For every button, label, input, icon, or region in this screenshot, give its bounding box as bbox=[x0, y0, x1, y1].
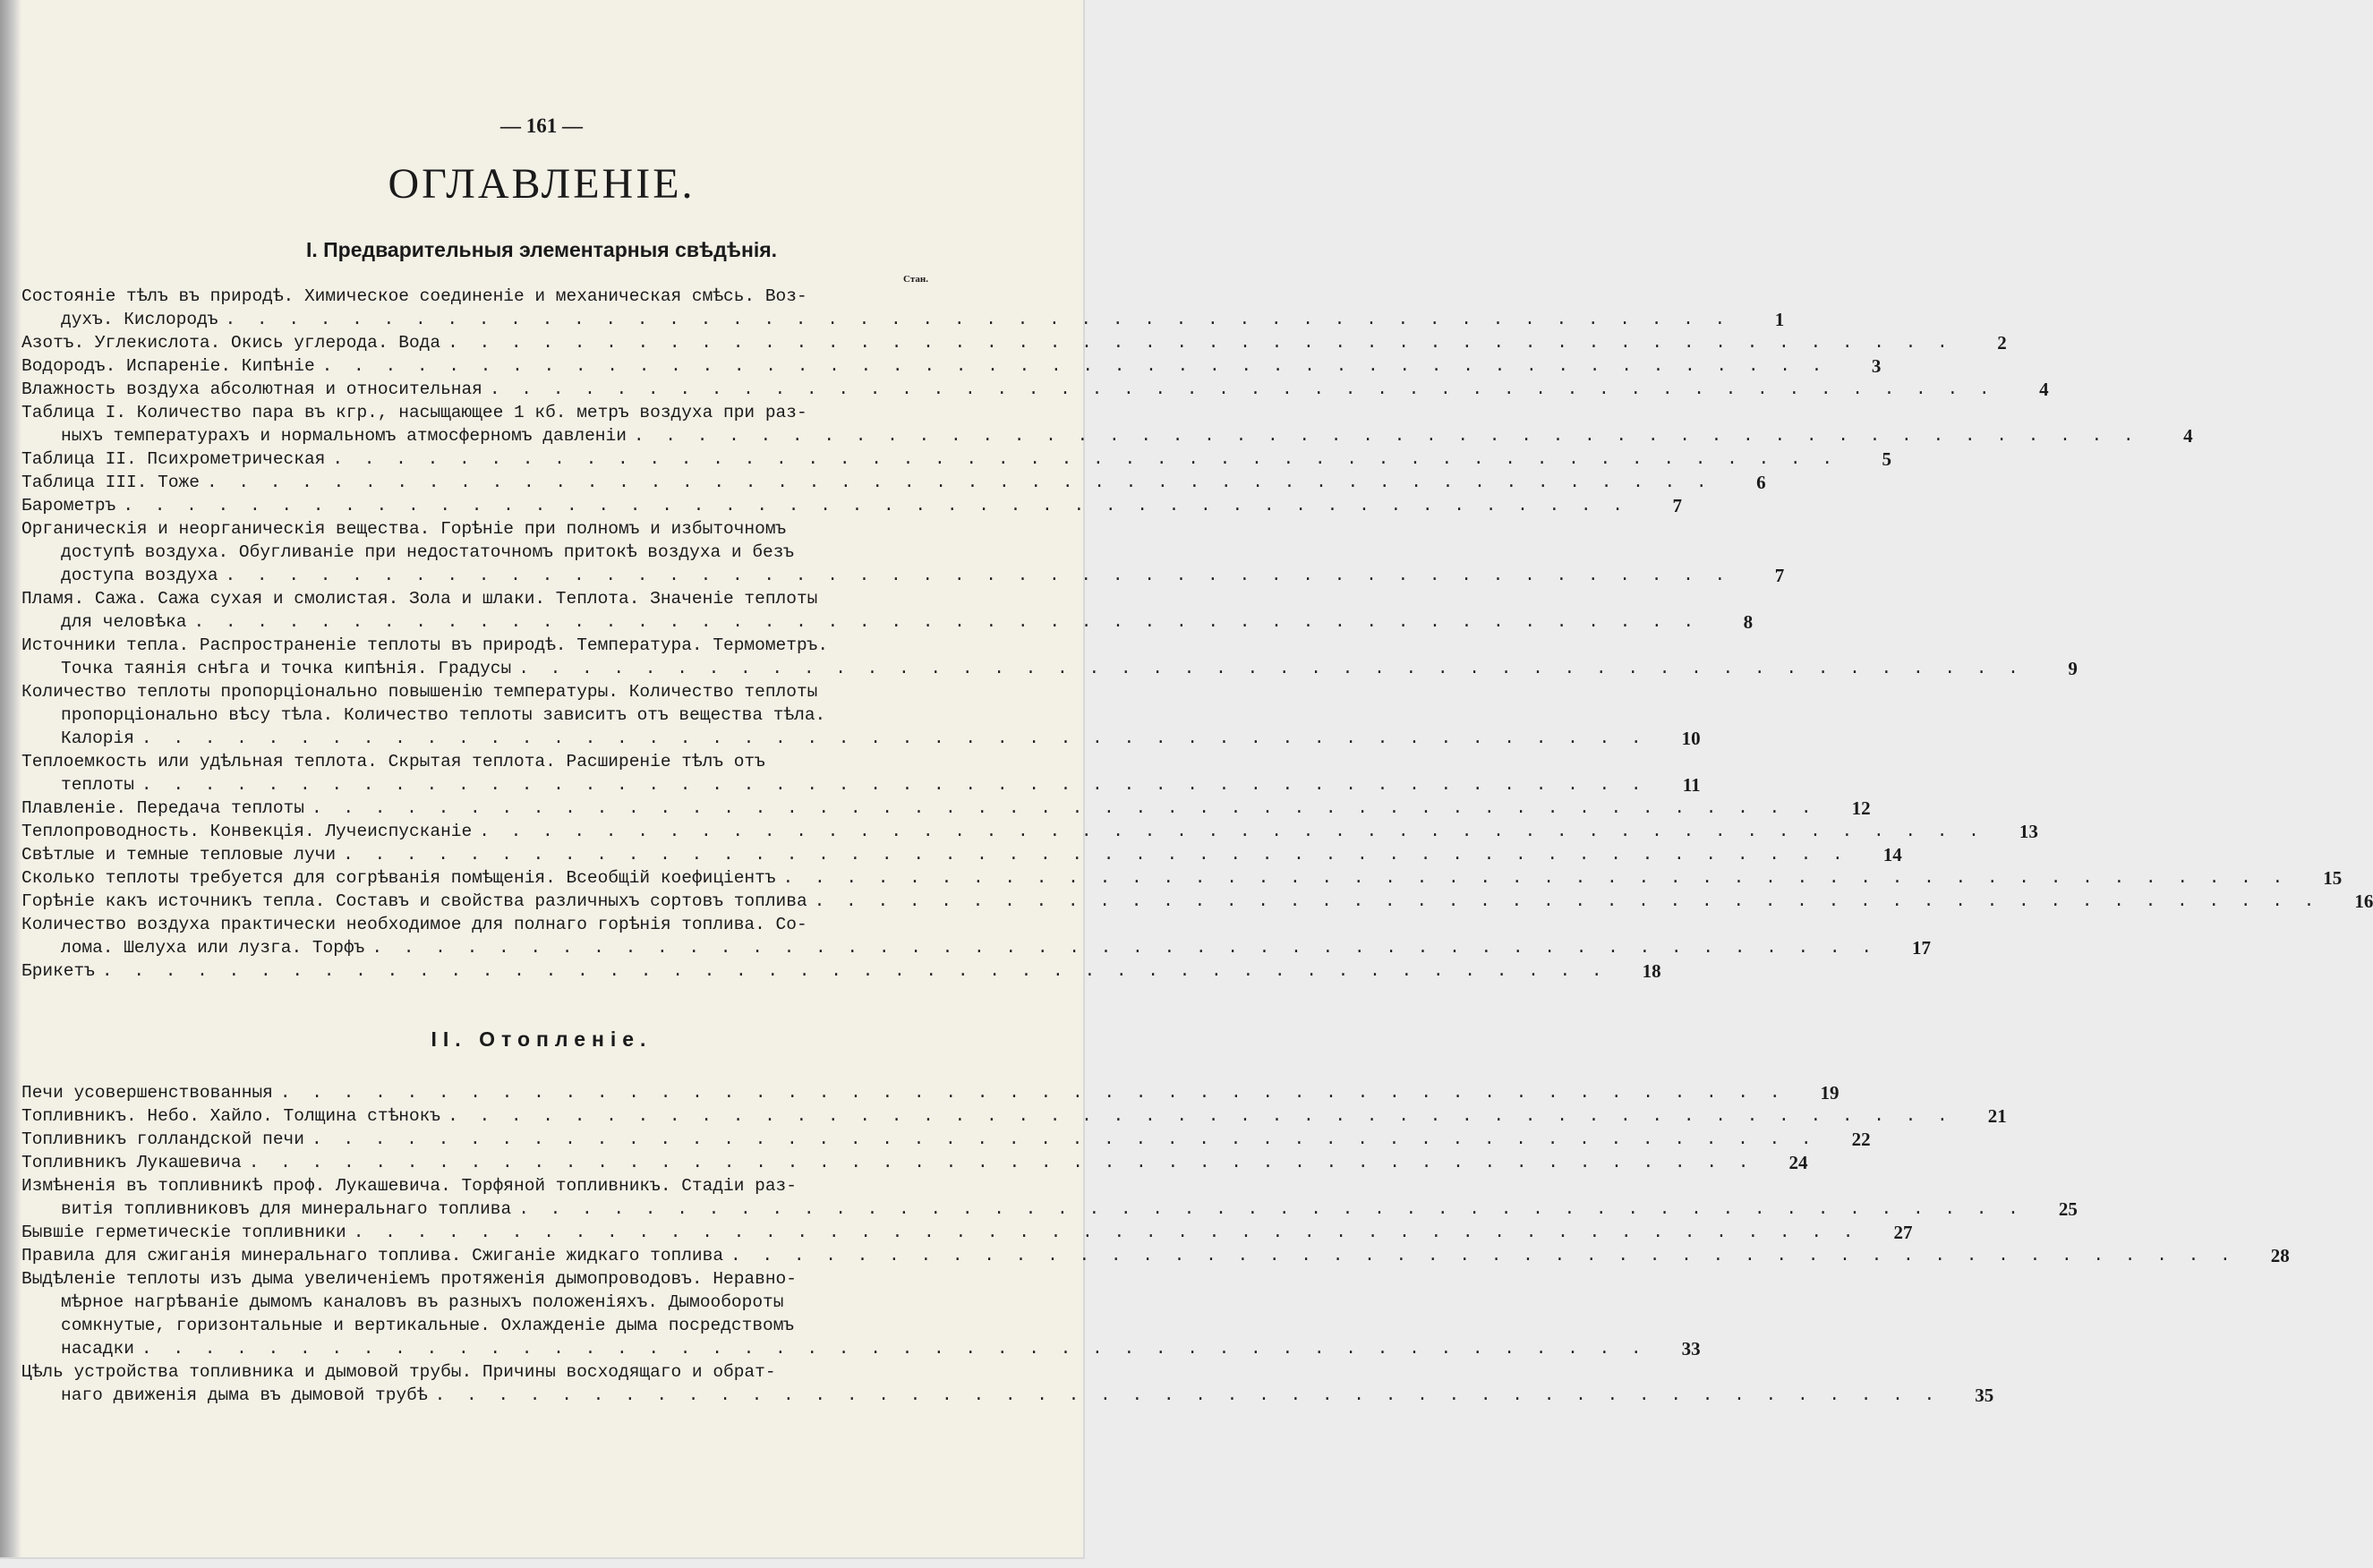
toc-entry bbox=[21, 866, 2343, 890]
toc-page-number: 12 bbox=[1851, 797, 1871, 819]
page-title: ОГЛАВЛЕНІЕ. bbox=[388, 160, 696, 208]
dot-leader: . . . . . . . . . . . . . . . . . . . . . . . . . . . . . . . . . . . . . . . . . . . . . . . . bbox=[101, 961, 1608, 981]
dot-leader: . . . . . . . . . . . . . . . . . . . . . . . . . . . . . . . . . . . . . . . . . . . . . . . . bbox=[814, 891, 2320, 911]
toc-entry bbox=[21, 1151, 1808, 1174]
toc-entry bbox=[21, 890, 2373, 913]
toc-entry bbox=[21, 1128, 1871, 1151]
toc-entry-line: витія топливниковъ для минеральнаго топлива bbox=[61, 1199, 512, 1219]
toc-entry bbox=[21, 820, 2038, 843]
toc-entry bbox=[21, 517, 1785, 587]
page-number: — 161 — bbox=[500, 115, 583, 137]
toc-entry-line: Таблица III. Тоже bbox=[21, 473, 200, 492]
toc-entry-line: Печи усовершенствованныя bbox=[21, 1083, 273, 1103]
toc-entry bbox=[21, 587, 1754, 634]
toc-entry bbox=[21, 494, 1683, 517]
toc-page-number: 14 bbox=[1882, 844, 1902, 865]
toc-entry-line: доступѣ воздуха. Обугливаніе при недостаточномъ притокѣ воздуха и безъ bbox=[61, 542, 795, 562]
section-heading-1: I. Предварительныя элементарныя свѣдѣнія. bbox=[305, 238, 778, 261]
toc-section-1 bbox=[21, 285, 2373, 983]
toc-entry bbox=[21, 1267, 1701, 1360]
toc-entry-line: Цѣль устройства топливника и дымовой трубы. Причины восходящаго и обрат- bbox=[21, 1362, 776, 1382]
dot-leader: . . . . . . . . . . . . . . . . . . . . . . . . . . . . . . . . . . . . . . . . . . . . . . . . bbox=[141, 775, 1647, 795]
dot-leader: . . . . . . . . . . . . . . . . . . . . . . . . . . . . . . . . . . . . . . . . . . . . . . . . bbox=[730, 1246, 2236, 1265]
toc-entry bbox=[21, 843, 1902, 866]
dot-leader: . . . . . . . . . . . . . . . . . . . . . . . . . . . . . . . . . . . . . . . . . . . . . . . . bbox=[434, 1385, 1941, 1405]
toc-page-number: 7 bbox=[1774, 565, 1785, 586]
dot-leader: . . . . . . . . . . . . . . . . . . . . . . . . . . . . . . . . . . . . . . . . . . . . . . . . bbox=[448, 1106, 1953, 1126]
toc-entry-line: Бывшіе герметическіе топливники bbox=[21, 1223, 346, 1242]
toc-entry-line: Теплопроводность. Конвекція. Лучеиспусканіе bbox=[21, 822, 473, 841]
dot-leader: . . . . . . . . . . . . . . . . . . . . . . . . . . . . . . . . . . . . . . . . . . . . . . . . bbox=[518, 659, 2024, 678]
toc-entry-line: Количество воздуха практически необходимое для полнаго горѣнія топлива. Со- bbox=[21, 915, 807, 934]
toc-entry bbox=[21, 331, 2007, 354]
toc-entry bbox=[21, 354, 1882, 378]
toc-entry-line: сомкнутые, горизонтальные и вертикальные. Охлажденіе дыма посредствомъ bbox=[61, 1316, 795, 1335]
toc-entry bbox=[21, 1081, 1840, 1104]
toc-entry bbox=[21, 401, 2193, 447]
toc-entry-line: Калорія bbox=[61, 729, 134, 748]
toc-entry bbox=[21, 680, 1701, 750]
toc-page-number: 11 bbox=[1682, 774, 1701, 796]
toc-page-number: 5 bbox=[1882, 448, 1892, 470]
toc-page-number: 13 bbox=[2019, 821, 2038, 842]
toc-page-number: 24 bbox=[1788, 1152, 1808, 1173]
toc-entry-line: Горѣніе какъ источникъ тепла. Составъ и свойства различныхъ сортовъ топлива bbox=[21, 891, 807, 911]
toc-entry-line: Плавленіе. Передача теплоты bbox=[21, 798, 304, 818]
toc-page-number: 6 bbox=[1756, 472, 1766, 493]
toc-entry-line: Топливникъ голландской печи bbox=[21, 1129, 304, 1149]
toc-entry-line: для человѣка bbox=[61, 612, 187, 632]
toc-entry-line: насадки bbox=[61, 1339, 134, 1359]
toc-entry-line: мѣрное нагрѣваніе дымомъ каналовъ въ разныхъ положеніяхъ. Дымообороты bbox=[61, 1292, 784, 1312]
toc-entry bbox=[21, 1174, 2078, 1221]
dot-leader: . . . . . . . . . . . . . . . . . . . . . . . . . . . . . . . . . . . . . . . . . . . . . . . . bbox=[193, 612, 1700, 632]
toc-page-number: 25 bbox=[2058, 1198, 2078, 1220]
toc-page-number: 33 bbox=[1681, 1338, 1701, 1359]
toc-entry-line: ныхъ температурахъ и нормальномъ атмосферномъ давленіи bbox=[61, 426, 627, 446]
toc-entry-line: Брикетъ bbox=[21, 961, 95, 981]
toc-entry-line: Количество теплоты пропорціонально повышенію температуры. Количество теплоты bbox=[21, 682, 818, 702]
toc-entry bbox=[21, 1104, 2007, 1128]
toc-page-number: 10 bbox=[1681, 728, 1701, 749]
dot-leader: . . . . . . . . . . . . . . . . . . . . . . . . . . . . . . . . . . . . . . . . . . . . . . . . bbox=[206, 473, 1712, 492]
dot-leader: . . . . . . . . . . . . . . . . . . . . . . . . . . . . . . . . . . . . . . . . . . . . . . . . bbox=[141, 1339, 1647, 1359]
dot-leader: . . . . . . . . . . . . . . . . . . . . . . . . . . . . . . . . . . . . . . . . . . . . . . . . bbox=[248, 1153, 1754, 1172]
toc-entry bbox=[21, 447, 1892, 471]
toc-page-number: 19 bbox=[1820, 1082, 1840, 1104]
dot-leader: . . . . . . . . . . . . . . . . . . . . . . . . . . . . . . . . . . . . . . . . . . . . . . . . bbox=[448, 333, 1953, 353]
toc-entry bbox=[21, 471, 1766, 494]
dot-leader: . . . . . . . . . . . . . . . . . . . . . . . . . . . . . . . . . . . . . . . . . . . . . . . . bbox=[311, 798, 1817, 818]
toc-entry bbox=[21, 1221, 1913, 1244]
toc-entry bbox=[21, 959, 1661, 983]
toc-section-2 bbox=[21, 1081, 2290, 1407]
dot-leader: . . . . . . . . . . . . . . . . . . . . . . . . . . . . . . . . . . . . . . . . . . . . . . . . bbox=[332, 449, 1839, 469]
toc-page-number: 9 bbox=[2068, 658, 2078, 679]
toc-page-number: 16 bbox=[2354, 891, 2373, 912]
toc-entry-line: пропорціонально вѣсу тѣла. Количество теплоты зависитъ отъ вещества тѣла. bbox=[61, 705, 826, 725]
toc-entry-line: Измѣненія въ топливникѣ проф. Лукашевича. Торфяной топливникъ. Стадіи раз- bbox=[21, 1176, 797, 1196]
toc-page-number: 1 bbox=[1774, 309, 1785, 330]
dot-leader: . . . . . . . . . . . . . . . . . . . . . . . . . . . . . . . . . . . . . . . . . . . . . . . . bbox=[225, 566, 1731, 585]
dot-leader: . . . . . . . . . . . . . . . . . . . . . . . . . . . . . . . . . . . . . . . . . . . . . . . . bbox=[279, 1083, 1786, 1103]
toc-entry-line: наго движенія дыма въ дымовой трубѣ bbox=[61, 1385, 428, 1405]
toc-entry-line: Органическія и неорганическія вещества. Горѣніе при полномъ и избыточномъ bbox=[21, 519, 787, 539]
toc-entry-line: Сколько теплоты требуется для согрѣванія помѣщенія. Всеобщій коефиціентъ bbox=[21, 868, 776, 888]
toc-entry-line: Таблица II. Психрометрическая bbox=[21, 449, 326, 469]
dot-leader: . . . . . . . . . . . . . . . . . . . . . . . . . . . . . . . . . . . . . . . . . . . . . . . . bbox=[371, 938, 1878, 958]
toc-page-number: 22 bbox=[1851, 1129, 1871, 1150]
toc-entry-line: Выдѣленіе теплоты изъ дыма увеличеніемъ протяженія дымопроводовъ. Неравно- bbox=[21, 1269, 797, 1289]
toc-entry-line: лома. Шелуха или лузга. Торфъ bbox=[61, 938, 365, 958]
toc-entry bbox=[21, 1360, 1994, 1407]
dot-leader: . . . . . . . . . . . . . . . . . . . . . . . . . . . . . . . . . . . . . . . . . . . . . . . . bbox=[489, 379, 1995, 399]
toc-entry bbox=[21, 797, 1871, 820]
toc-entry bbox=[21, 285, 1785, 331]
toc-entry-line: Свѣтлые и темные тепловые лучи bbox=[21, 845, 337, 865]
toc-entry-line: Водородъ. Испареніе. Кипѣніе bbox=[21, 356, 315, 376]
dot-leader: . . . . . . . . . . . . . . . . . . . . . . . . . . . . . . . . . . . . . . . . . . . . . . . . bbox=[343, 845, 1848, 865]
toc-entry bbox=[21, 913, 1932, 959]
toc-entry-line: Теплоемкость или удѣльная теплота. Скрытая теплота. Расширеніе тѣлъ отъ bbox=[21, 752, 765, 771]
section-heading-2: II. Отопленіе. bbox=[431, 1027, 653, 1051]
dot-leader: . . . . . . . . . . . . . . . . . . . . . . . . . . . . . . . . . . . . . . . . . . . . . . . . bbox=[518, 1199, 2024, 1219]
toc-entry bbox=[21, 378, 2049, 401]
dot-leader: . . . . . . . . . . . . . . . . . . . . . . . . . . . . . . . . . . . . . . . . . . . . . . . . bbox=[225, 310, 1731, 329]
dot-leader: . . . . . . . . . . . . . . . . . . . . . . . . . . . . . . . . . . . . . . . . . . . . . . . . bbox=[311, 1129, 1817, 1149]
toc-page-number: 15 bbox=[2323, 867, 2343, 889]
toc-page-number: 2 bbox=[1997, 332, 2007, 354]
toc-page-number: 7 bbox=[1672, 495, 1683, 516]
toc-page-number: 18 bbox=[1642, 960, 1661, 982]
toc-entry-line: доступа воздуха bbox=[61, 566, 218, 585]
dot-leader: . . . . . . . . . . . . . . . . . . . . . . . . . . . . . . . . . . . . . . . . . . . . . . . . bbox=[633, 426, 2139, 446]
dot-leader: . . . . . . . . . . . . . . . . . . . . . . . . . . . . . . . . . . . . . . . . . . . . . . . . bbox=[123, 496, 1629, 516]
toc-page-number: 8 bbox=[1743, 611, 1754, 633]
toc-entry-line: Состояніе тѣлъ въ природѣ. Химическое соединеніе и механическая смѣсь. Воз- bbox=[21, 286, 807, 306]
toc-entry-line: Таблица I. Количество пара въ кгр., насыщающее 1 кб. метръ воздуха при раз- bbox=[21, 403, 807, 422]
toc-entry-line: Топливникъ Лукашевича bbox=[21, 1153, 242, 1172]
toc-entry-line: Топливникъ. Небо. Хайло. Толщина стѣнокъ bbox=[21, 1106, 441, 1126]
toc-entry-line: Барометръ bbox=[21, 496, 116, 516]
dot-leader: . . . . . . . . . . . . . . . . . . . . . . . . . . . . . . . . . . . . . . . . . . . . . . . . bbox=[353, 1223, 1859, 1242]
toc-entry-line: Правила для сжиганія минеральнаго топлива. Сжиганіе жидкаго топлива bbox=[21, 1246, 724, 1265]
toc-entry-line: Источники тепла. Распространеніе теплоты въ природѣ. Температура. Термометръ. bbox=[21, 635, 829, 655]
toc-entry-line: Азотъ. Углекислота. Окись углерода. Вода bbox=[21, 333, 441, 353]
toc-entry-line: теплоты bbox=[61, 775, 134, 795]
toc-page-number: 17 bbox=[1912, 937, 1932, 959]
toc-entry-line: духъ. Кислородъ bbox=[61, 310, 218, 329]
toc-page-number: 3 bbox=[1871, 355, 1882, 377]
dot-leader: . . . . . . . . . . . . . . . . . . . . . . . . . . . . . . . . . . . . . . . . . . . . . . . . bbox=[479, 822, 1985, 841]
toc-page-number: 4 bbox=[2039, 379, 2049, 400]
toc-entry-line: Пламя. Сажа. Сажа сухая и смолистая. Зола и шлаки. Теплота. Значеніе теплоты bbox=[21, 589, 818, 609]
page-binding-shadow bbox=[0, 0, 21, 1557]
toc-entry bbox=[21, 750, 1701, 797]
dot-leader: . . . . . . . . . . . . . . . . . . . . . . . . . . . . . . . . . . . . . . . . . . . . . . . . bbox=[321, 356, 1828, 376]
toc-entry-line: Точка таянія снѣга и точка кипѣнія. Градусы bbox=[61, 659, 512, 678]
toc-entry-line: Влажность воздуха абсолютная и относительная bbox=[21, 379, 482, 399]
toc-page-number: 27 bbox=[1893, 1222, 1913, 1243]
dot-leader: . . . . . . . . . . . . . . . . . . . . . . . . . . . . . . . . . . . . . . . . . . . . . . . . bbox=[782, 868, 2289, 888]
toc-entry bbox=[21, 1244, 2290, 1267]
dot-leader: . . . . . . . . . . . . . . . . . . . . . . . . . . . . . . . . . . . . . . . . . . . . . . . . bbox=[141, 729, 1647, 748]
toc-page-number: 28 bbox=[2270, 1245, 2290, 1266]
toc-entry bbox=[21, 634, 2078, 680]
toc-page-number: 35 bbox=[1975, 1385, 1994, 1406]
toc-page-number: 4 bbox=[2183, 425, 2193, 447]
page-column-header: Стан. bbox=[903, 274, 928, 285]
toc-page-number: 21 bbox=[1987, 1105, 2007, 1127]
